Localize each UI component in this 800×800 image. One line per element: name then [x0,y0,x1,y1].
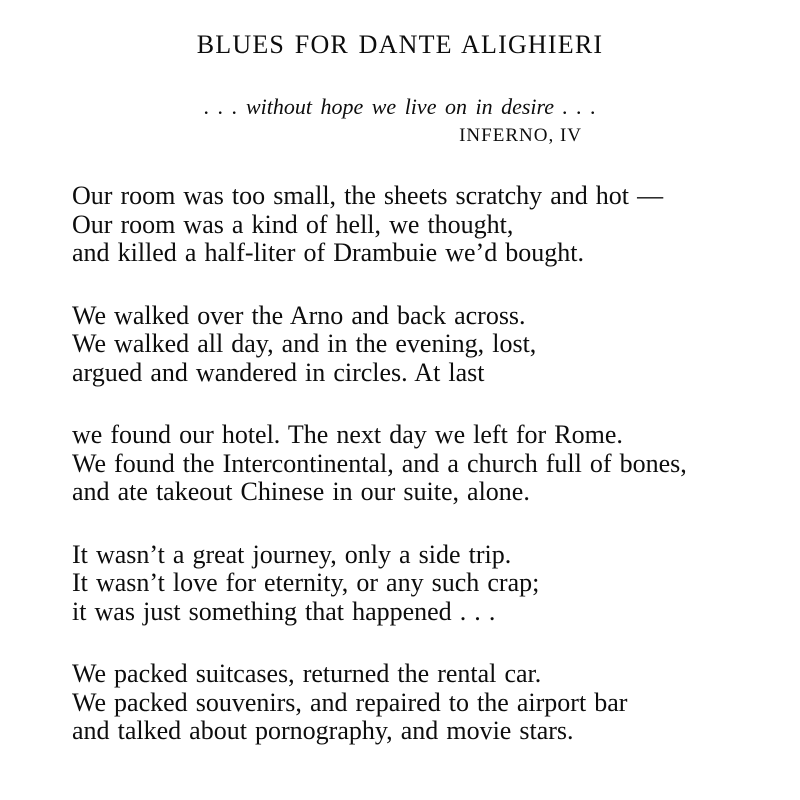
poem-line: Our room was a kind of hell, we thought, [72,209,514,239]
poem-line: we found our hotel. The next day we left for Rome. [72,420,623,449]
poem-line: We walked over the Arno and back across. [72,300,526,330]
poem-line: and ate takeout Chinese in our suite, alone. [72,477,530,506]
poem-line: We found the Intercontinental, and a church full of bones, [72,448,687,478]
poem-line: and killed a half-liter of Drambuie we’d bought. [72,238,584,267]
stanza-3 [72,421,770,507]
poem-line: and talked about pornography, and movie stars. [72,716,574,745]
stanza-2 [72,302,770,388]
poem-line: It wasn’t a great journey, only a side trip. [72,539,512,569]
epigraph-text: . . . without hope we live on in desire . . . [203,94,597,119]
stanza-4 [72,541,770,627]
poem-line: argued and wandered in circles. At last [72,357,485,387]
poem-title: BLUES FOR DANTE ALIGHIERI [196,30,604,59]
poem-line: We walked all day, and in the evening, lost, [72,329,537,358]
poem-line: Our room was too small, the sheets scratchy and hot — [72,181,664,210]
poem-line: It wasn’t love for eternity, or any such crap; [72,568,540,597]
poem-body [72,182,770,746]
stanza-1 [72,182,770,268]
epigraph-attribution: INFERNO, IV [459,125,582,146]
poem-line: it was just something that happened . . . [72,596,496,626]
stanza-5 [72,660,770,746]
poem-line: We packed souvenirs, and repaired to the airport bar [72,687,628,717]
poem-line: We packed suitcases, returned the rental car. [72,659,542,688]
